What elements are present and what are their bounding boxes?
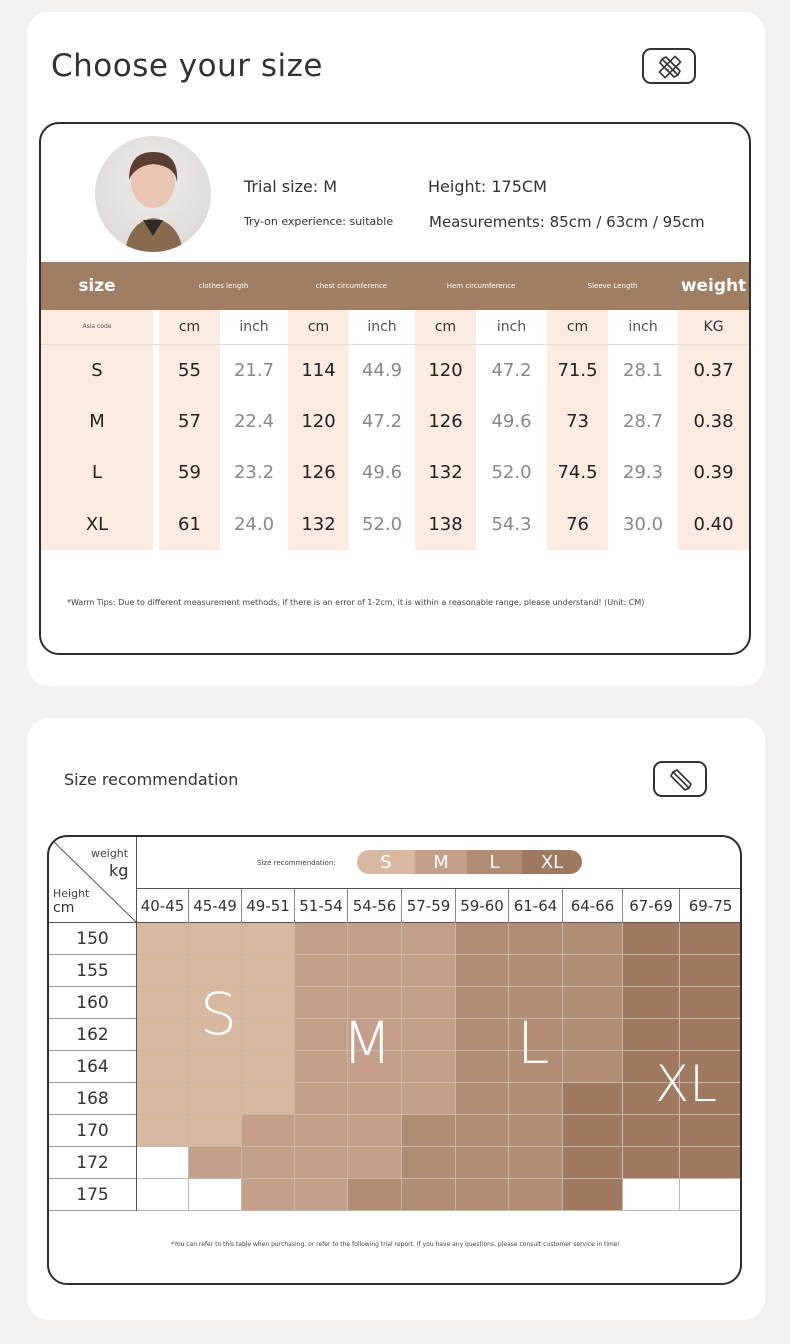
grid-cell [189,1147,242,1179]
grid-label-xl: XL [655,1055,718,1113]
cell-sleeve-cm: 71.5 [547,344,608,396]
warm-tips: *Warm Tips: Due to different measurement methods, if there is an error of 1-2cm, it is within a reasonable range, please understand! (Unit: CM) [67,598,645,607]
grid-cell [242,987,295,1019]
weight-range: 57-59 [402,889,456,923]
grid-cell [242,1115,295,1147]
grid-cell [680,923,742,955]
height-value: 155 [49,955,136,987]
cell-chest-in: 49.6 [349,447,415,499]
grid-cell [295,1083,348,1115]
grid-cell [189,1051,242,1083]
grid-cell [623,923,680,955]
page-title: Choose your size [51,48,323,84]
cell-len-cm: 55 [159,344,220,396]
grid-cell [402,1051,456,1083]
cell-len-in: 24.0 [220,499,288,551]
cell-hem-cm: 132 [415,447,476,499]
cell-sleeve-cm: 73 [547,396,608,448]
legend-m: M [415,850,467,874]
table-header-row [41,262,749,310]
grid-cell [348,923,402,955]
cell-chest-in: 47.2 [349,396,415,448]
weight-label: weight [91,847,129,860]
cell-weight: 0.39 [678,447,749,499]
grid-cell [680,987,742,1019]
grid-cell [563,987,623,1019]
unit-cm: cm [547,310,608,344]
grid-cell [137,987,189,1019]
cell-hem-in: 49.6 [476,396,547,448]
grid-cell [189,1115,242,1147]
unit-inch: inch [349,310,415,344]
grid-cell [402,987,456,1019]
unit-inch: inch [476,310,547,344]
table-row [41,396,749,448]
cell-chest-cm: 114 [288,344,349,396]
height-column [49,923,137,1211]
cell-chest-cm: 126 [288,447,349,499]
grid-cell [563,1019,623,1051]
grid-cell [348,1179,402,1211]
recommendation-tips: *You can refer to this table when purchasing, or refer to the following trial report. If you have any questions, please consult customer service in time! [170,1241,621,1248]
grid-cell [242,1179,295,1211]
grid-cell [456,1083,509,1115]
size-table [41,262,749,550]
unit-cm: cm [415,310,476,344]
weight-range: 59-60 [456,889,509,923]
unit-kg: KG [678,310,749,344]
cell-hem-in: 54.3 [476,499,547,551]
cell-len-in: 21.7 [220,344,288,396]
size-header: size [41,262,153,310]
grid-cell [242,1051,295,1083]
grid-cell [509,1179,563,1211]
height-value: 164 [49,1051,136,1083]
table-row [41,344,749,396]
cell-sleeve-in: 29.3 [608,447,678,499]
grid-cell [456,955,509,987]
grid-cell [402,1115,456,1147]
cell-size: L [41,447,153,499]
kg-label: kg [109,861,129,880]
grid-label-s: S [200,980,237,1048]
grid-cell [563,1147,623,1179]
section-title: Size recommendation [64,770,239,789]
grid-cell [563,1179,623,1211]
grid-cell [623,1019,680,1051]
table-row [41,499,749,551]
grid-cell [456,1019,509,1051]
grid-label-l: L [517,1009,550,1077]
unit-cm: cm [159,310,220,344]
height-value: 162 [49,1019,136,1051]
weight-range: 54-56 [348,889,402,923]
grid-cell [137,1019,189,1051]
weight-range: 49-51 [242,889,295,923]
grid-cell [402,1019,456,1051]
cell-sleeve-in: 28.7 [608,396,678,448]
grid-cell [623,1115,680,1147]
grid-cell [348,1147,402,1179]
grid-cell [348,1115,402,1147]
sleeve-header: Sleeve Length [547,262,678,310]
cell-hem-in: 47.2 [476,344,547,396]
unit-inch: inch [220,310,288,344]
grid-cell [623,987,680,1019]
height-value: 172 [49,1147,136,1179]
table-row [41,447,749,499]
grid-cell [295,923,348,955]
clothes-length-header: clothes length [159,262,288,310]
legend-label: Size recommendation: [257,859,336,867]
weight-header: weight [678,262,749,310]
grid-cell [295,987,348,1019]
cell-size: XL [41,499,153,551]
cell-len-cm: 61 [159,499,220,551]
grid-cell [189,1179,242,1211]
grid-cell [189,923,242,955]
weight-range: 67-69 [623,889,680,923]
height-label: Height [53,887,90,900]
legend-l: L [467,850,522,874]
grid-cell [623,955,680,987]
corner-header [49,837,137,923]
grid-cell [456,1179,509,1211]
grid-cell [137,955,189,987]
grid-cell [456,1147,509,1179]
grid-cell [137,1147,189,1179]
grid-cell [623,1179,680,1211]
grid-cell [680,1147,742,1179]
size-chart-card [27,12,765,686]
grid-cell [295,1051,348,1083]
height-value: 175 [49,1179,136,1211]
grid-cell [242,1019,295,1051]
grid-cell [295,1019,348,1051]
weight-range: 61-64 [509,889,563,923]
model-measurements-text: Measurements: 85cm / 63cm / 95cm [429,213,705,231]
grid-cell [137,1179,189,1211]
cm-label: cm [53,900,75,916]
cell-hem-cm: 138 [415,499,476,551]
cell-size: M [41,396,153,448]
legend-xl: XL [522,850,582,874]
cell-hem-cm: 120 [415,344,476,396]
grid-cell [295,1179,348,1211]
grid-cell [348,955,402,987]
grid-cell [563,1115,623,1147]
grid-cell [137,1083,189,1115]
cell-sleeve-in: 30.0 [608,499,678,551]
grid-cell [509,1115,563,1147]
cell-hem-in: 52.0 [476,447,547,499]
cell-sleeve-cm: 76 [547,499,608,551]
grid-cell [680,1179,742,1211]
size-recommendation-card [27,718,765,1320]
grid-cell [402,1147,456,1179]
grid-cell [563,1083,623,1115]
weight-range: 64-66 [563,889,623,923]
ruler-pencil-icon [653,761,707,797]
recommendation-frame [47,835,742,1285]
grid-cell [680,1115,742,1147]
grid-cell [137,923,189,955]
grid-cell [402,923,456,955]
unit-inch: inch [608,310,678,344]
grid-cell [456,1051,509,1083]
grid-cell [509,923,563,955]
weight-range: 45-49 [189,889,242,923]
weight-header-row [137,889,742,923]
cell-len-cm: 57 [159,396,220,448]
grid-cell [509,1083,563,1115]
cell-len-cm: 59 [159,447,220,499]
cell-chest-in: 52.0 [349,499,415,551]
cell-len-in: 22.4 [220,396,288,448]
hem-header: Hem circumference [415,262,547,310]
legend-bar [357,850,582,874]
cell-weight: 0.37 [678,344,749,396]
grid-cell [623,1147,680,1179]
grid-cell [295,1115,348,1147]
height-value: 160 [49,987,136,1019]
cell-size: S [41,344,153,396]
grid-cell [456,1115,509,1147]
grid-cell [402,1179,456,1211]
grid-cell [402,955,456,987]
ruler-pencil-icon [642,48,696,84]
grid-cell [242,1147,295,1179]
height-value: 168 [49,1083,136,1115]
legend [137,837,742,889]
grid-cell [563,1051,623,1083]
grid-cell [242,955,295,987]
cell-chest-cm: 120 [288,396,349,448]
grid-cell [242,1083,295,1115]
grid-label-m: M [342,1009,393,1077]
cell-chest-in: 44.9 [349,344,415,396]
cell-len-in: 23.2 [220,447,288,499]
cell-sleeve-cm: 74.5 [547,447,608,499]
weight-range: 40-45 [137,889,189,923]
grid-cell [348,1083,402,1115]
cell-hem-cm: 126 [415,396,476,448]
height-value: 170 [49,1115,136,1147]
cell-weight: 0.40 [678,499,749,551]
cell-chest-cm: 132 [288,499,349,551]
grid-cell [137,1115,189,1147]
try-on-text: Try-on experience: suitable [244,215,394,228]
grid-cell [509,1147,563,1179]
table-subheader-row [41,310,749,344]
size-chart-frame [39,122,751,655]
grid-cell [402,1083,456,1115]
unit-cm: cm [288,310,349,344]
grid-cell [680,1019,742,1051]
weight-range: 69-75 [680,889,742,923]
grid-cell [242,923,295,955]
model-height-text: Height: 175CM [428,177,547,196]
grid-cell [456,923,509,955]
grid-cell [295,955,348,987]
legend-s: S [357,850,415,874]
grid-cell [295,1147,348,1179]
grid-cell [456,987,509,1019]
trial-size-text: Trial size: M [244,177,338,196]
cell-weight: 0.38 [678,396,749,448]
weight-range: 51-54 [295,889,348,923]
cell-sleeve-in: 28.1 [608,344,678,396]
grid-cell [563,923,623,955]
grid-cell [680,955,742,987]
asia-code-label: Asia code [41,310,153,344]
model-avatar [95,136,211,252]
grid-cell [563,955,623,987]
height-value: 150 [49,923,136,955]
grid-cell [189,1083,242,1115]
chest-header: chest circumference [288,262,415,310]
grid-cell [509,955,563,987]
grid-cell [137,1051,189,1083]
